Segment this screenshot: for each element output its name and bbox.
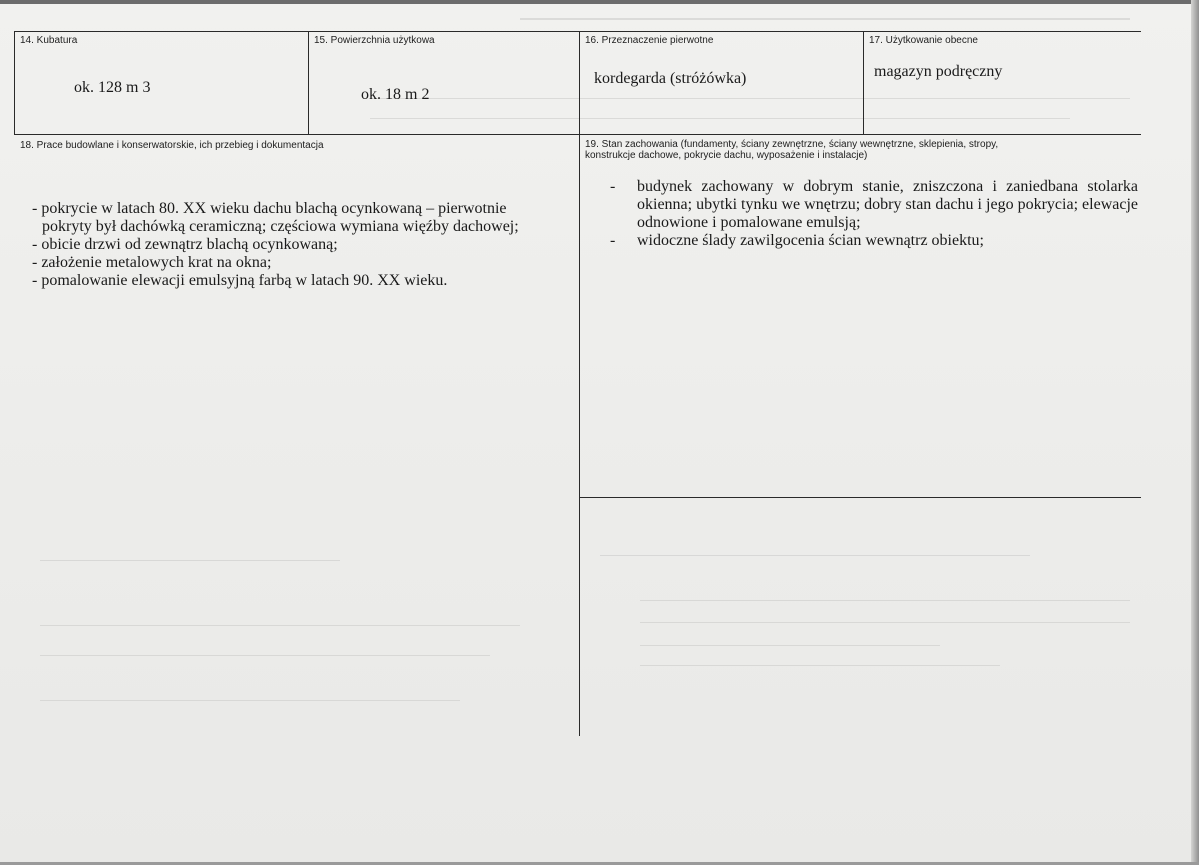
table-left-border [14,31,15,135]
bleed-through-mark [600,555,1030,556]
row-divider [14,134,1141,135]
field-17-label: 17. Użytkowanie obecne [869,35,978,46]
field-16-value: kordegarda (stróżówka) [594,70,747,87]
field-19-label: 19. Stan zachowania (fundamenty, ściany zewnętrzne, ściany wewnętrzne, sklepienia, stropy, [585,139,999,150]
bleed-through-mark [40,560,340,561]
list-item-text: - pokrycie w latach 80. XX wieku dachu blachą ocynkowaną – pierwotnie [32,200,507,217]
list-item [32,272,562,290]
list-bullet: - [610,178,616,195]
list-bullet: - [610,232,616,249]
bleed-through-mark [640,600,1130,601]
bleed-through-mark [40,700,460,701]
list-item [32,236,562,254]
field-15-label: 15. Powierzchnia użytkowa [314,35,435,46]
field-19-label-continuation: konstrukcje dachowe, pokrycie dachu, wyposażenie i instalacje) [585,150,868,161]
field-17-value: magazyn podręczny [874,63,1003,80]
list-item-text: - pomalowanie elewacji emulsyjną farbą w latach 90. XX wieku. [32,272,448,289]
column-divider [308,31,309,135]
field-19-list [600,178,1138,250]
list-item [32,254,562,272]
bleed-through-mark [640,665,1000,666]
table-top-border [14,31,1141,32]
section-19-bottom-border [579,497,1141,498]
bleed-through-mark [520,18,1130,20]
field-18-list [32,200,562,290]
bleed-through-mark [40,655,490,656]
scan-top-edge [0,0,1199,4]
field-14-label: 14. Kubatura [20,35,78,46]
column-divider-main [579,31,580,736]
field-15-value: ok. 18 m 2 [361,86,430,103]
scan-right-edge [1191,0,1199,865]
bleed-through-mark [640,622,1130,623]
field-18-label: 18. Prace budowlane i konserwatorskie, ich przebieg i dokumentacja [20,140,324,151]
list-item [32,200,562,236]
list-item-continuation: pokryty był dachówką ceramiczną; częściowa wymiana więźby dachowej; [42,218,519,235]
list-item-text: - założenie metalowych krat na okna; [32,254,272,271]
bleed-through-mark [370,118,1070,119]
list-item-text: budynek zachowany w dobrym stanie, zniszczona i zaniedbana stolarka okienna; ubytki tynku we wnętrzu; dobry stan dachu i jego pokrycia; elewacje odnowione i pomalowane emulsją; [637,178,1138,231]
list-item-text: - obicie drzwi od zewnątrz blachą ocynkowaną; [32,236,338,253]
list-item [600,232,1138,250]
bleed-through-mark [40,625,520,626]
field-16-label: 16. Przeznaczenie pierwotne [585,35,714,46]
list-item [600,178,1138,232]
field-14-value: ok. 128 m 3 [74,79,151,96]
column-divider [863,31,864,135]
bleed-through-mark [640,645,940,646]
bleed-through-mark [370,98,1130,99]
list-item-text: widoczne ślady zawilgocenia ścian wewnątrz obiektu; [637,232,984,249]
